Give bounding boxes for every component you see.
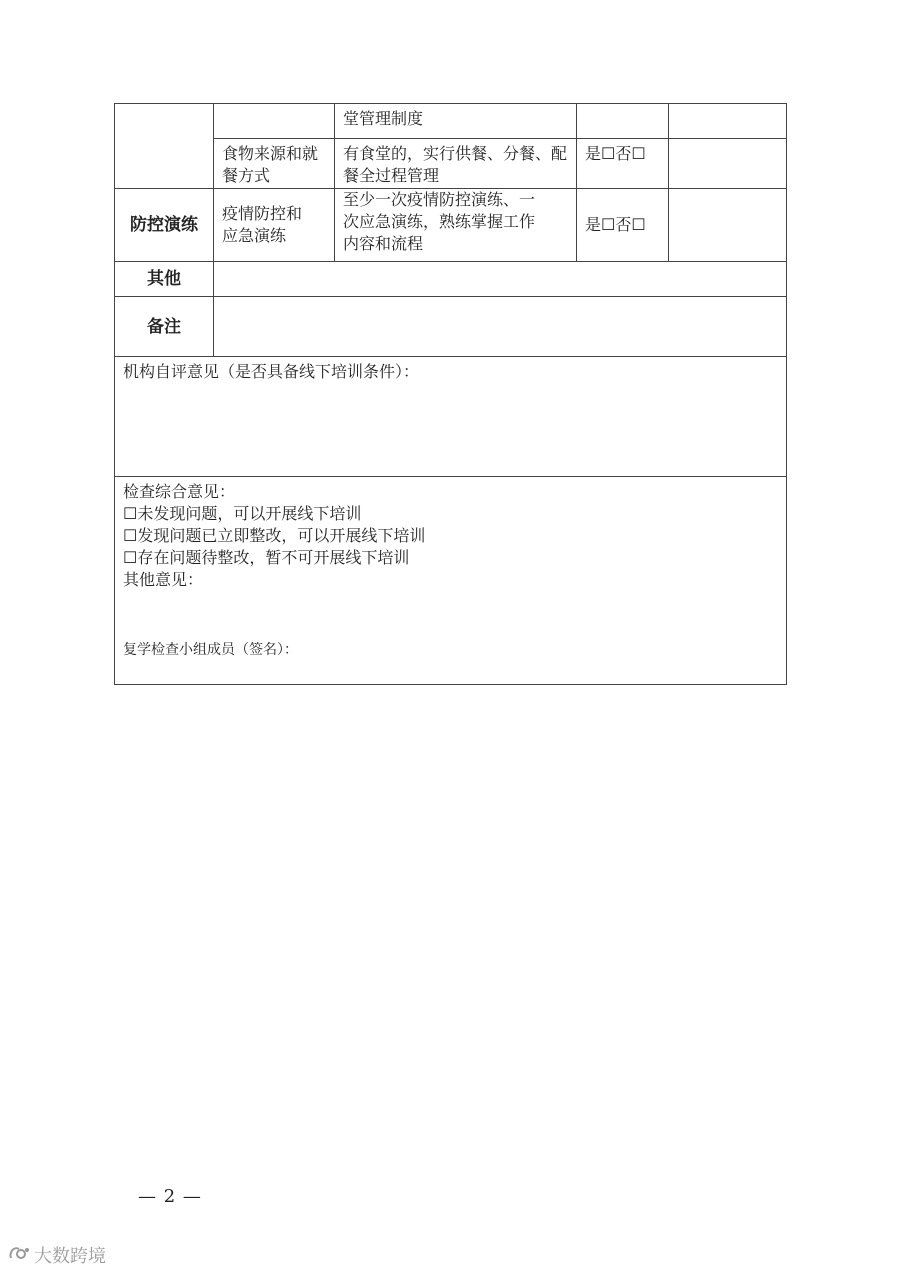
content-cell [335, 139, 577, 189]
other-opinion-label: 其他意见： [123, 570, 204, 589]
item-text: 应急演练 [222, 226, 287, 245]
remark-cell [669, 139, 787, 189]
fill-cell[interactable] [214, 262, 787, 297]
check-cell [577, 104, 669, 139]
fill-cell[interactable] [214, 297, 787, 357]
table-row [115, 262, 787, 297]
content-text: 餐全过程管理 [343, 166, 440, 185]
option-checkbox[interactable]: ☐未发现问题，可以开展线下培训 [123, 504, 362, 523]
content-text: 内容和流程 [343, 234, 424, 253]
logo-icon [8, 1244, 30, 1267]
yes-no-checkbox[interactable]: 是☐否☐ [585, 215, 646, 234]
content-cell [335, 189, 577, 262]
category-cell [115, 297, 214, 357]
watermark-text: 大数跨境 [34, 1246, 106, 1267]
check-cell [577, 189, 669, 262]
table-row [115, 139, 787, 189]
page-number: — 2 — [138, 1186, 202, 1207]
category-cell [115, 189, 214, 262]
category-label: 备注 [147, 316, 181, 337]
remark-cell [669, 189, 787, 262]
content-cell [335, 104, 577, 139]
category-label: 防控演练 [130, 215, 198, 235]
inspection-label: 检查综合意见： [123, 482, 236, 501]
inspection-cell [115, 477, 787, 685]
category-cell [115, 262, 214, 297]
content-text: 堂管理制度 [343, 109, 424, 128]
category-label: 其他 [147, 269, 181, 289]
item-text: 餐方式 [222, 166, 271, 185]
inspection-row [115, 477, 787, 685]
table-row [115, 189, 787, 262]
self-eval-row [115, 357, 787, 477]
self-eval-label: 机构自评意见（是否具备线下培训条件）： [123, 362, 420, 381]
checklist-table [114, 103, 787, 685]
table-row [115, 104, 787, 139]
content-text: 有食堂的，实行供餐、分餐、配 [343, 144, 568, 163]
option-checkbox[interactable]: ☐存在问题待整改，暂不可开展线下培训 [123, 548, 410, 567]
item-cell [214, 189, 335, 262]
watermark [8, 1242, 106, 1268]
item-text: 疫情防控和 [222, 204, 303, 223]
item-cell [214, 139, 335, 189]
check-cell [577, 139, 669, 189]
remark-cell [669, 104, 787, 139]
signature-label: 复学检查小组成员（签名）： [123, 642, 298, 658]
table-row [115, 297, 787, 357]
yes-no-checkbox[interactable]: 是☐否☐ [585, 144, 646, 163]
item-text: 食物来源和就 [222, 144, 319, 163]
content-text: 至少一次疫情防控演练、一 [343, 190, 536, 209]
self-eval-cell[interactable] [115, 357, 787, 477]
option-checkbox[interactable]: ☐发现问题已立即整改，可以开展线下培训 [123, 526, 426, 545]
content-text: 次应急演练，熟练掌握工作 [343, 212, 536, 231]
category-cell [115, 104, 214, 189]
item-cell [214, 104, 335, 139]
